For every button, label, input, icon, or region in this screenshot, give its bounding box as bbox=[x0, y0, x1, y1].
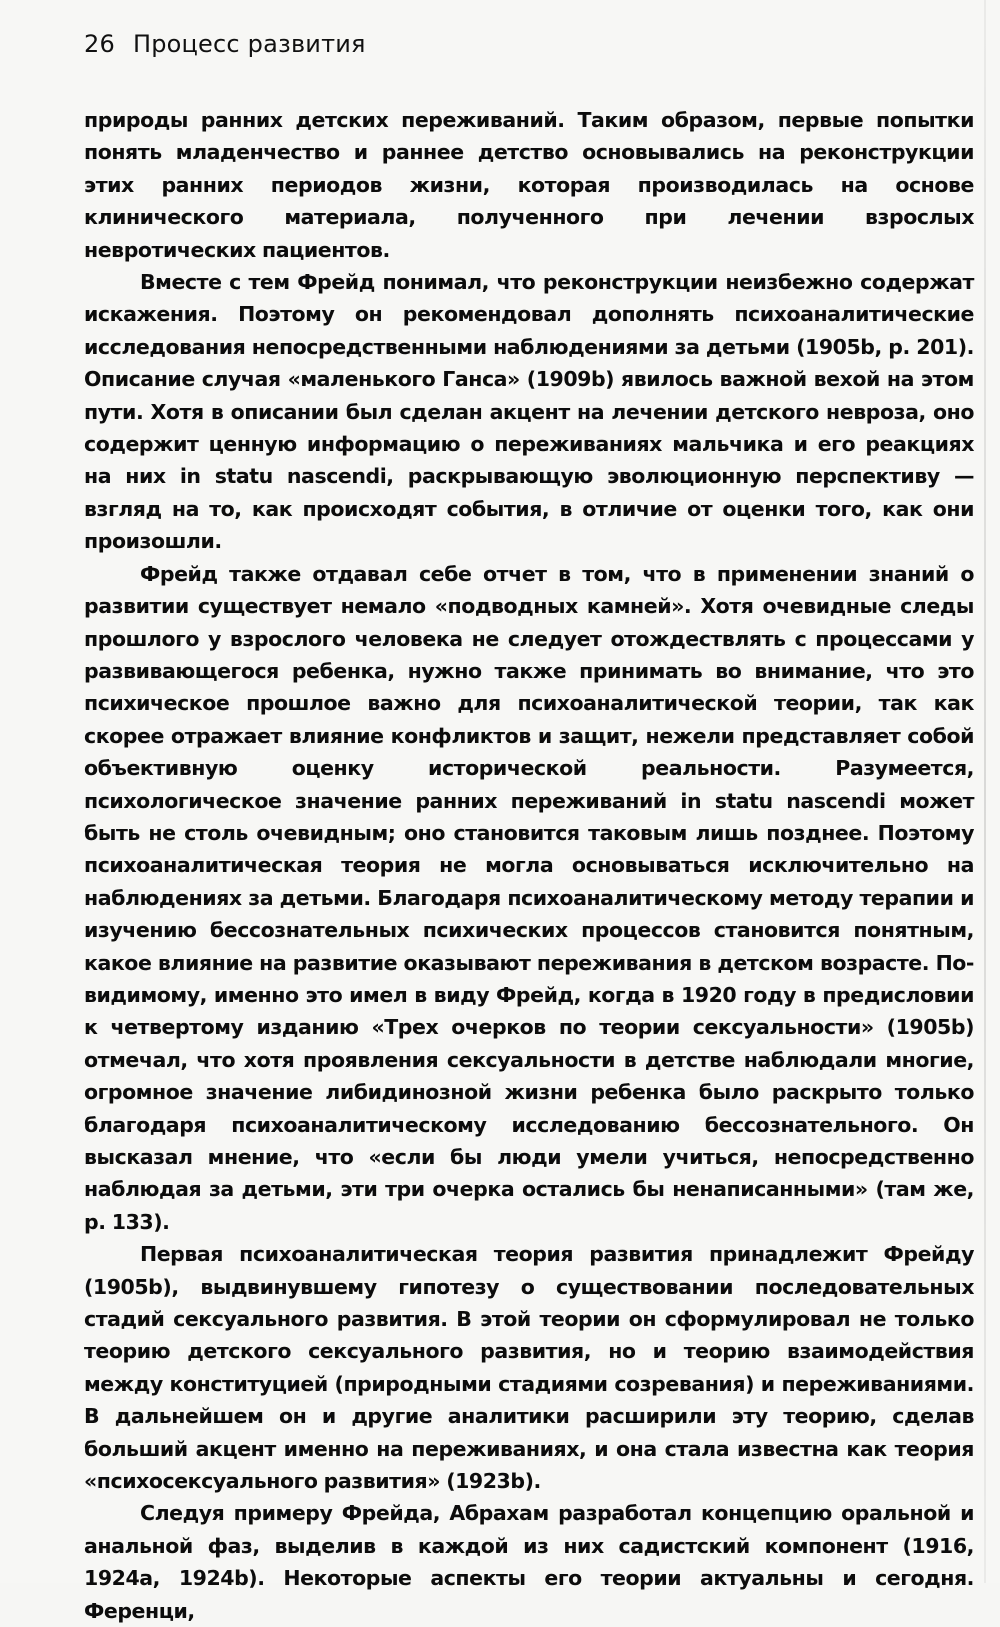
paragraph-1: природы ранних детских переживаний. Таким образом, первые попытки понять младенчество и раннее детство основывались на реконструкции этих ранних периодов жизни, которая производилась на основе клинического материала, полученного при лечении взрослых невротических пациентов. bbox=[84, 108, 974, 262]
page-number: 26 bbox=[84, 30, 115, 58]
paragraph-3: Фрейд также отдавал себе отчет в том, что в применении знаний о развитии существует немало «подводных камней». Хотя очевидные следы прошлого у взрослого человека не следует отождествлять с процессами у развивающегося ребенка, нужно также принимать во внимание, что это психическое прошлое важно для психоаналитической теории, так как скорее отражает влияние конфликтов и защит, нежели представляет собой объективную оценку исторической реальности. Разумеется, психологическое значение ранних переживаний in statu nascendi может быть не столь очевидным; оно становится таковым лишь позднее. Поэтому психоаналитическая теория не могла основываться исключительно на наблюдениях за детьми. Благодаря психоаналитическому методу терапии и изучению бессознательных психических процессов становится понятным, какое влияние на развитие оказывают переживания в детском возрасте. По-видимому, именно это имел в виду Фрейд, когда в 1920 году в предисловии к четвертому изданию «Трех очерков по теории сексуальности» (1905b) отмечал, что хотя проявления сексуальности в детстве наблюдали многие, огромное значение либидинозной жизни ребенка было раскрыто только благодаря психоаналитическому исследованию бессознательного. Он высказал мнение, что «если бы люди умели учиться, непосредственно наблюдая за детьми, эти три очерка остались бы ненаписанными» (там же, p. 133). bbox=[84, 561, 974, 1234]
paragraph-4: Первая психоаналитическая теория развития принадлежит Фрейду (1905b), выдвинувшему гипотезу о существовании последовательных стадий сексуального развития. В этой теории он сформулировал не только теорию детского сексуального развития, но и теорию взаимодействия между конституцией (природными стадиями созревания) и переживаниями. В дальнейшем он и другие аналитики расширили эту теорию, сделав больший акцент именно на переживаниях, и она стала известна как теория «психосексуального развития» (1923b). bbox=[84, 1242, 974, 1494]
body-text bbox=[84, 104, 974, 1627]
running-title: Процесс развития bbox=[132, 30, 366, 58]
paragraph-5: Следуя примеру Фрейда, Абрахам разработал концепцию оральной и анальной фаз, выделив в каждой из них садистский компонент (1916, 1924a, 1924b). Некоторые аспекты его теории актуальны и сегодня. Ференци, bbox=[84, 1501, 974, 1623]
running-header bbox=[84, 30, 366, 58]
paragraph-2: Вместе с тем Фрейд понимал, что реконструкции неизбежно содержат искажения. Поэтому он рекомендовал дополнять психоаналитические исследования непосредственными наблюдениями за детьми (1905b, p. 201). Описание случая «маленького Ганса» (1909b) явилось важной вехой на этом пути. Хотя в описании был сделан акцент на лечении детского невроза, оно содержит ценную информацию о переживаниях мальчика и его реакциях на них in statu nascendi, раскрывающую эволюционную перспективу — взгляд на то, как происходят события, в отличие от оценки того, как они произошли. bbox=[84, 270, 974, 554]
page-edge-shadow bbox=[984, 0, 986, 1583]
